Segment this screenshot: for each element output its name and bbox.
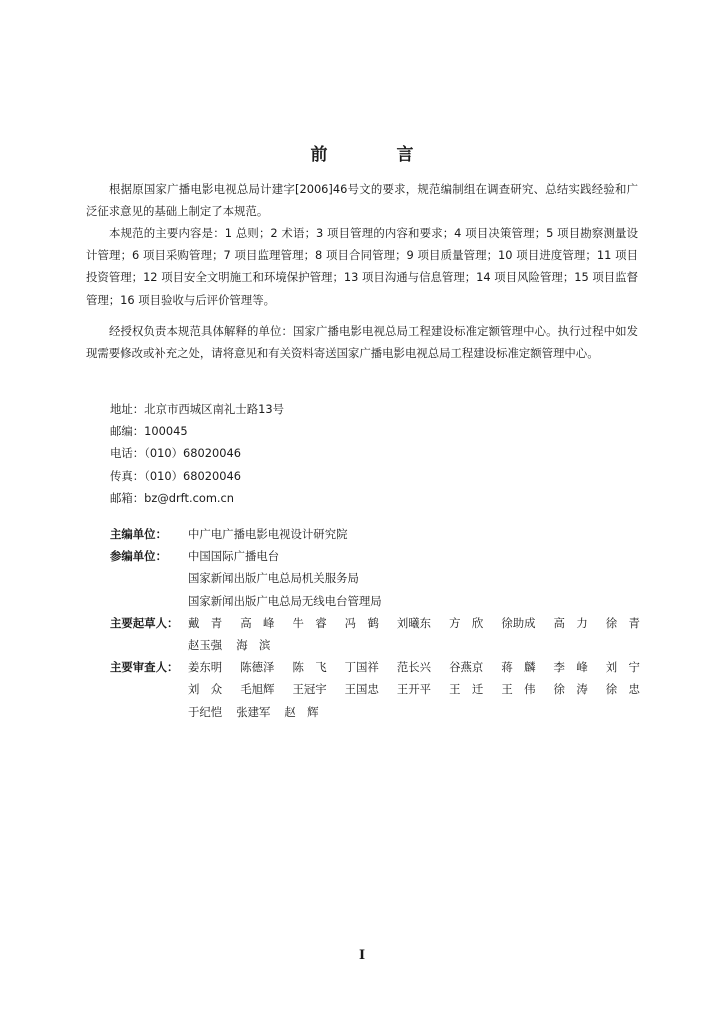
person-name: 王国忠	[344, 682, 379, 697]
person-name: 冯 鹤	[344, 615, 379, 630]
person-name: 徐 涛	[553, 682, 588, 697]
person-name: 徐 忠	[605, 682, 640, 697]
person-name: 陈 飞	[292, 660, 327, 675]
person-name: 王 迁	[449, 682, 484, 697]
contact-phone: 电话：（010）68020046	[110, 446, 241, 461]
person-name: 赵 辉	[284, 704, 319, 719]
person-name: 李 峰	[553, 660, 588, 675]
person-name: 戴 青	[188, 615, 223, 630]
person-name: 范长兴	[396, 660, 432, 675]
contact-address: 地址：北京市西城区南礼士路13号	[110, 402, 284, 416]
person-name: 刘曦东	[396, 615, 432, 630]
person-name: 丁国祥	[344, 660, 379, 675]
person-name: 徐助成	[501, 615, 536, 630]
person-name: 牛 睿	[292, 615, 327, 630]
person-name: 方 欣	[449, 615, 484, 630]
person-name: 海 滨	[236, 638, 271, 653]
page-title: 前 言	[310, 145, 440, 165]
participating-unit: 国家新闻出版广电总局无线电台管理局	[188, 593, 382, 608]
name-row	[188, 634, 640, 656]
contents-paragraph: 本规范的主要内容是：1 总则；2 术语；3 项目管理的内容和要求；4 项目决策管理；5 项目勘察测量设计管理；6 项目采购管理；7 项目监理管理；8 项目合同管理；9 项目质量管理；10 项目进度管理；11 项目投资管理；12 项目安全文明施工和环境保护管理；13 项目沟通与信息管理；14 项目风险管理；15 项目监督管理；16 项目验收与后评价管理等。	[86, 226, 638, 307]
chief-unit-value: 中广电广播电影电视设计研究院	[188, 527, 348, 541]
chief-unit-row	[110, 523, 640, 545]
reviewers-row	[110, 656, 640, 723]
name-row	[188, 612, 640, 634]
person-name: 高 峰	[240, 615, 275, 630]
drafters-row	[110, 612, 640, 656]
name-row	[188, 701, 640, 723]
person-name: 姜东明	[188, 660, 223, 675]
person-name: 刘 众	[188, 682, 223, 697]
person-name: 徐 青	[605, 615, 640, 630]
person-name: 于纪恺	[188, 704, 223, 719]
person-name: 刘 宁	[605, 660, 640, 675]
person-name: 赵玉强	[188, 638, 223, 653]
drafters-list	[188, 612, 640, 656]
contact-fax: 传真：（010）68020046	[110, 468, 241, 483]
person-name: 高 力	[553, 615, 588, 630]
participating-unit: 中国国际广播电台	[188, 549, 280, 564]
name-row	[188, 678, 640, 700]
chief-unit-label: 主编单位：	[110, 527, 167, 541]
person-name: 毛旭辉	[240, 682, 275, 697]
contact-block	[110, 398, 284, 509]
person-name: 陈德泽	[240, 660, 275, 675]
participating-unit: 国家新闻出版广电总局机关服务局	[188, 571, 359, 586]
interpretation-paragraph: 经授权负责本规范具体解释的单位：国家广播电影电视总局工程建设标准定额管理中心。执行过程中如发现需要修改或补充之处，请将意见和有关资料寄送国家广播电影电视总局工程建设标准定额管理中心。	[86, 324, 638, 361]
reviewers-label: 主要审查人：	[110, 660, 179, 675]
participating-units-row	[110, 545, 640, 612]
person-name: 王冠宇	[292, 682, 327, 697]
person-name: 王 伟	[501, 682, 536, 697]
contact-email: 邮箱：bz@drft.com.cn	[110, 490, 235, 505]
name-row	[188, 656, 640, 678]
reviewers-list	[188, 656, 640, 723]
page-number: I	[358, 948, 366, 963]
drafters-label: 主要起草人：	[110, 615, 179, 630]
contact-postcode: 邮编：100045	[110, 424, 188, 439]
person-name: 蒋 麟	[501, 660, 536, 675]
person-name: 谷燕京	[449, 660, 484, 675]
credits-block	[110, 523, 640, 723]
intro-paragraph: 根据原国家广播电影电视总局计建字[2006]46号文的要求，规范编制组在调查研究、总结实践经验和广泛征求意见的基础上制定了本规范。	[86, 182, 638, 219]
person-name: 张建军	[236, 704, 271, 719]
person-name: 王开平	[396, 682, 432, 697]
participating-units-label: 参编单位：	[110, 549, 167, 564]
